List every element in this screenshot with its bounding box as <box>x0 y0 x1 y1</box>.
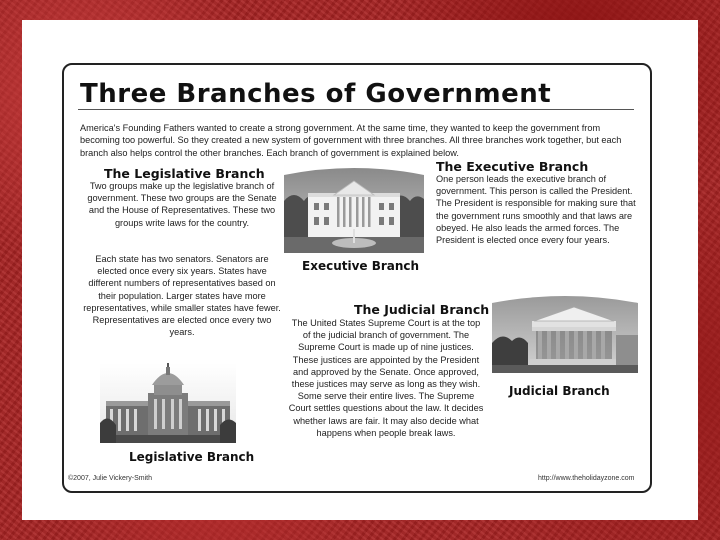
copyright-notice: ©2007, Julie Vickery-Smith <box>68 475 153 482</box>
source-url[interactable]: http://www.theholidayzone.com <box>538 475 635 482</box>
page-title: Three Branches of Government <box>80 79 552 109</box>
white-house-photo <box>284 161 424 253</box>
judicial-caption: Judicial Branch <box>509 384 610 398</box>
legislative-paragraph-1: Two groups make up the legislative branch of government. These two groups are the Senate and the House of Representatives. These two groups write laws for the country. <box>87 181 277 228</box>
supreme-court-photo <box>492 291 638 373</box>
legislative-paragraph-2: Each state has two senators. Senators are elected once every six years. States have different numbers of representatives based on their population. Larger states have more representatives, while smaller states have fewer. Representatives are elected once every two years. <box>83 254 281 338</box>
legislative-caption: Legislative Branch <box>129 450 255 464</box>
judicial-paragraph: The United States Supreme Court is at the top of the judicial branch of government. The Supreme Court is made up of nine justices. These justices are appointed by the President and approved by the Senate. Once approved, these justices may serve as long as they wish. Some serve their entire lives. The Supreme Court settles questions about the law. It decides whether laws are fair. It may also decide what happens when people break laws. <box>288 318 484 438</box>
capitol-photo <box>100 363 236 443</box>
executive-heading: The Executive Branch <box>436 159 589 174</box>
title-divider <box>78 109 634 110</box>
legislative-heading: The Legislative Branch <box>104 166 265 181</box>
slide <box>22 20 698 520</box>
executive-caption: Executive Branch <box>302 259 420 273</box>
intro-paragraph: America's Founding Fathers wanted to create a strong government. At the same time, they wanted to keep the government from becoming too powerful. So they created a new system of government with three branches. All three branches work together, but each branch also helps control the other branches. Each branch of government is explained below. <box>80 123 622 158</box>
worksheet-card <box>62 63 652 493</box>
executive-paragraph: One person leads the executive branch of government. This person is called the President. The President is responsible for making sure that the government runs smoothly and that laws are obeyed. He also leads the armed forces. The President is elected once every four years. <box>436 174 636 246</box>
judicial-heading: The Judicial Branch <box>354 302 490 317</box>
